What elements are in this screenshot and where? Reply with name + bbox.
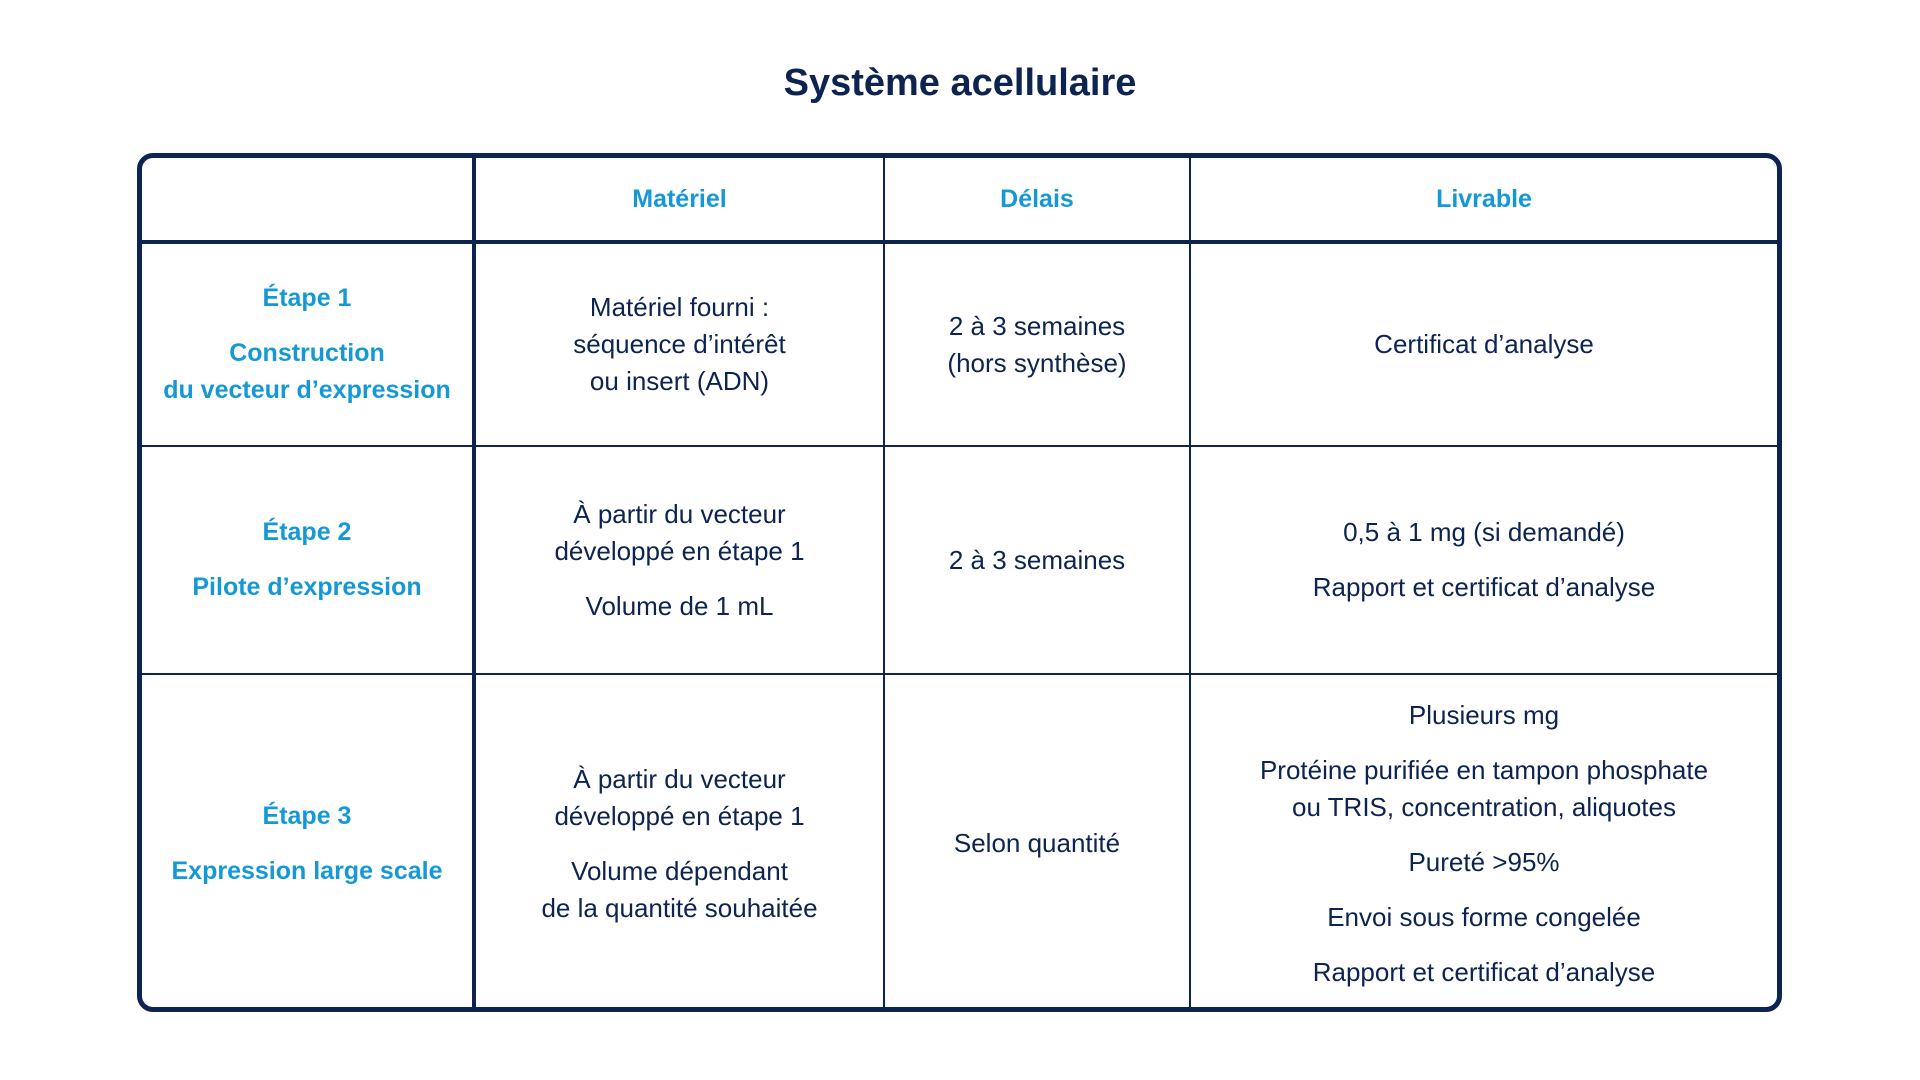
header-materiel-label: Matériel: [632, 185, 727, 213]
step-title: Construction du vecteur d’expression: [163, 339, 451, 404]
livrable-text: Pureté >95%: [1408, 846, 1560, 877]
materiel-cell: [474, 674, 884, 1012]
materiel-text: Volume de 1 mL: [585, 590, 774, 621]
header-materiel: [474, 158, 884, 242]
step-title: Expression large scale: [171, 856, 443, 885]
livrable-text: Plusieurs mg: [1408, 699, 1560, 730]
livrable-text: Protéine purifiée en tampon phosphate ou TRIS, concentration, aliquotes: [1259, 754, 1709, 822]
delais-cell: [884, 242, 1190, 446]
materiel-text: Matériel fourni : séquence d’intérêt ou insert (ADN): [573, 292, 786, 396]
materiel-text: À partir du vecteur développé en étape 1: [554, 763, 805, 831]
materiel-cell: [474, 242, 884, 446]
materiel-cell: [474, 446, 884, 674]
step-cell: [142, 242, 474, 446]
materiel-text: À partir du vecteur développé en étape 1: [554, 498, 805, 566]
step-cell: [142, 446, 474, 674]
delais-cell: [884, 674, 1190, 1012]
step-number: Étape 1: [262, 284, 352, 312]
header-step: [142, 158, 474, 242]
livrable-text: Rapport et certificat d’analyse: [1312, 956, 1656, 987]
livrable-text: 0,5 à 1 mg (si demandé): [1343, 517, 1625, 547]
page-title: Système acellulaire: [783, 62, 1137, 104]
delais-cell: [884, 446, 1190, 674]
table-row: [142, 674, 1777, 1012]
header-livrable-label: Livrable: [1436, 185, 1532, 213]
materiel-text: Volume dépendant de la quantité souhaitée: [541, 855, 818, 923]
step-number: Étape 3: [262, 801, 352, 830]
step-title: Pilote d’expression: [192, 573, 422, 601]
header-delais: [884, 158, 1190, 242]
header-delais-label: Délais: [1000, 185, 1074, 213]
livrable-text: Envoi sous forme congelée: [1327, 901, 1641, 932]
table-row: [142, 446, 1777, 674]
step-cell: [142, 674, 474, 1012]
process-table: [137, 153, 1782, 1012]
header-livrable: [1190, 158, 1777, 242]
livrable-cell: [1190, 446, 1777, 674]
step-number: Étape 2: [262, 518, 352, 546]
delais-text: 2 à 3 semaines (hors synthèse): [947, 310, 1127, 378]
table-header-row: [142, 158, 1777, 242]
delais-text: Selon quantité: [953, 828, 1121, 858]
livrable-cell: [1190, 242, 1777, 446]
livrable-cell: [1190, 674, 1777, 1012]
livrable-text: Certificat d’analyse: [1374, 329, 1594, 359]
delais-text: 2 à 3 semaines: [948, 544, 1126, 575]
livrable-text: Rapport et certificat d’analyse: [1312, 572, 1656, 602]
table-row: [142, 242, 1777, 446]
